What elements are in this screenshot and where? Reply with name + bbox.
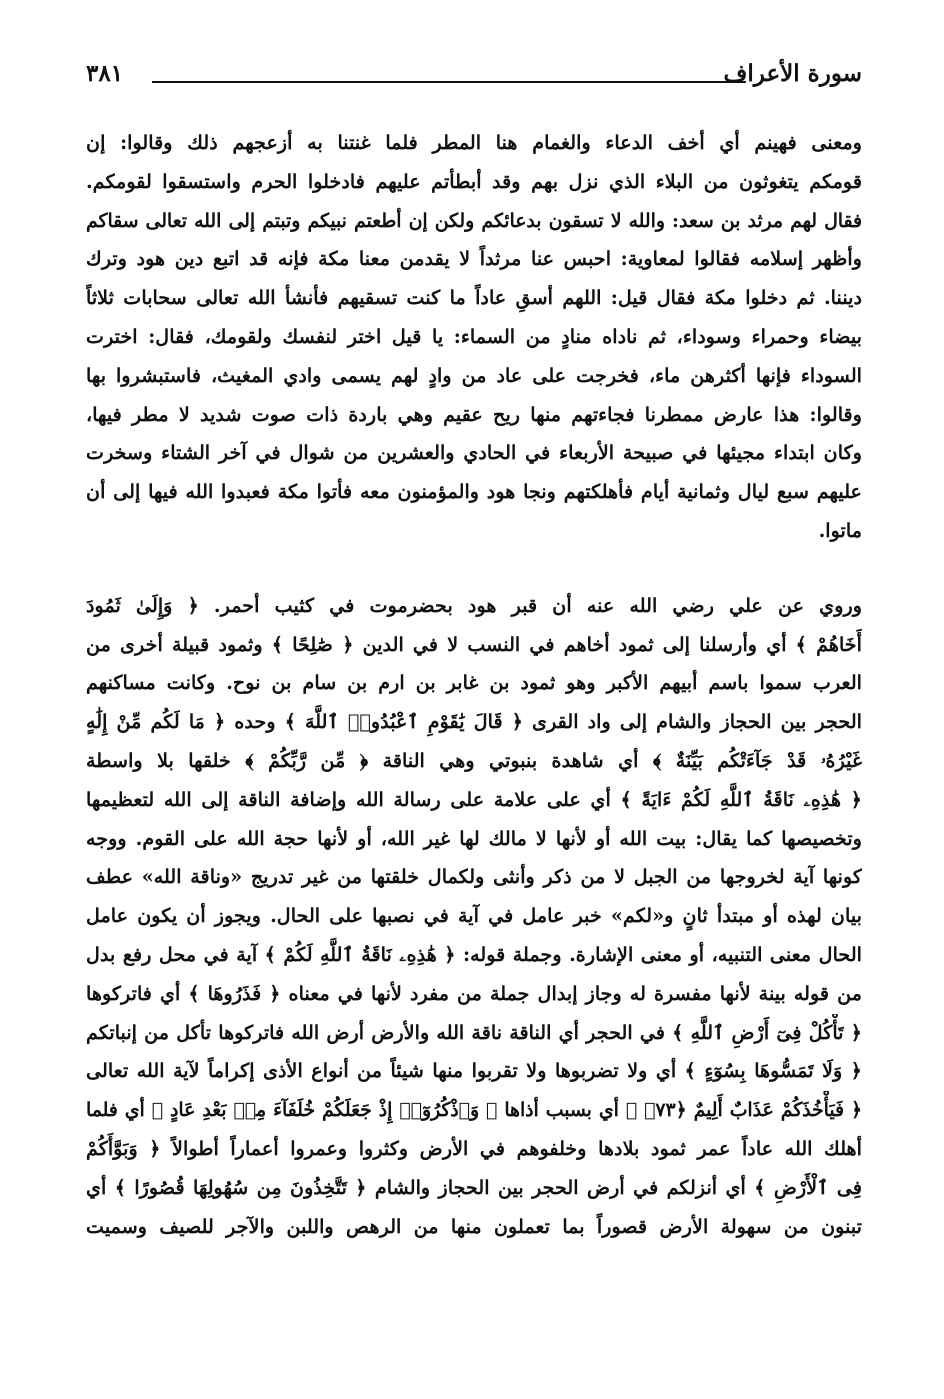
text-line: وكان ابتداء مجيئها في صبيحة الأربعاء في الحادي والعشرين من شوال في آخر الشتاء وسخرت bbox=[86, 441, 862, 465]
text-line: ومعنى فهينم أي أخف الدعاء والغمام هنا المطر فلما غنتنا به أزعجهم ذلك وقالوا: إن bbox=[86, 131, 862, 154]
text-line: ﴿ فَيَأْخُذَكُمْ عَذَابٌ أَلِيمٌ ﴿٧٣﴾ ﴾ أي بسبب أذاها ﴿ وَٱذْكُرُوٓا۟ إِذْ جَعَلَكُمْ خُلَفَآءَ مِنۢ بَعْدِ عَادٍ ﴾ أي فلما bbox=[86, 1099, 862, 1122]
paragraph-2 bbox=[86, 587, 862, 1247]
header-rule bbox=[152, 81, 746, 83]
text-line: أَخَاهُمْ ﴾ أي وأرسلنا إلى ثمود أخاهم في النسب لا في الدين ﴿ صَٰلِحًا ﴾ وثمود قبيلة أخرى من bbox=[86, 632, 862, 656]
page-body bbox=[86, 124, 862, 1246]
text-line: ﴿ تَأْكُلْ فِىٓ أَرْضِ ٱللَّهِ ﴾ في الحجر أي الناقة ناقة الله والأرض أرض الله فاتركوها تأكل من إنباتكم bbox=[86, 1020, 862, 1044]
text-line: وأظهر إسلامه فقالوا لمعاوية: احبس عنا مرثداً لا يقدمن معنا مكة فإنه قد اتبع دين هود وترك bbox=[86, 247, 862, 271]
text-line: العرب سموا باسم أبيهم الأكبر وهو ثمود بن غابر بن ارم بن سام بن نوح. وكانت مساكنهم bbox=[86, 671, 862, 695]
text-line: أهلك الله عاداً عمر ثمود بلادها وخلفوهم في الأرض وكثروا وعمروا أعماراً أطوالاً ﴿ وَبَوَّأَكُمْ bbox=[86, 1136, 862, 1160]
paragraph-gap bbox=[86, 551, 862, 587]
text-line: غَيْرُهُۥ قَدْ جَآءَتْكُم بَيِّنَةٌ ﴾ أي شاهدة بنبوتي وهي الناقة ﴿ مِّن رَّبِّكُمْ ﴾ خلقها بلا واسطة bbox=[86, 748, 862, 772]
text-line: قومكم يتغوثون من البلاء الذي نزل بهم وقد أبطأتم عليهم فادخلوا الحرم واستسقوا لقومكم. bbox=[86, 169, 862, 193]
text-line: بيان لهذه أو مبتدأ ثانٍ و«لكم» خبر عامل في آية في نصبها على الحال. ويجوز أن يكون عامل bbox=[86, 904, 862, 928]
text-line: فِى ٱلْأَرْضِ ﴾ أي أنزلكم في أرض الحجر بين الحجاز والشام ﴿ تَتَّخِذُونَ مِن سُهُولِهَا قُصُورًا ﴾ أي bbox=[86, 1175, 862, 1199]
text-line: الحجر بين الحجاز والشام إلى واد القرى ﴿ قَالَ يَٰقَوْمِ ٱعْبُدُوا۟ ٱللَّهَ ﴾ وحده ﴿ مَا لَكُم مِّنْ إِلَٰهٍ bbox=[86, 710, 862, 734]
text-line: تبنون من سهولة الأرض قصوراً بما تعملون منها من الرهص واللبن والآجر للصيف وسميت bbox=[86, 1214, 862, 1238]
page-number: ٣٨١ bbox=[86, 60, 124, 87]
paragraph-1 bbox=[86, 124, 862, 551]
text-line: وروي عن علي رضي الله عنه أن قبر هود بحضرموت في كثيب أحمر. ﴿ وَإِلَىٰ ثَمُودَ bbox=[86, 593, 862, 617]
page-header bbox=[86, 58, 862, 94]
text-line: عليهم سبع ليال وثمانية أيام فأهلكتهم ونجا هود والمؤمنون معه فأتوا مكة فعبدوا الله فيها إلى أن bbox=[86, 480, 862, 504]
text-line: وقالوا: هذا عارض ممطرنا فجاءتهم منها ريح عقيم وهي باردة ذات صوت شديد لا مطر فيها، bbox=[86, 402, 862, 426]
text-line: الحال معنى التنبيه، أو معنى الإشارة. وجملة قوله: ﴿ هَٰذِهِۦ نَاقَةُ ٱللَّهِ لَكُمْ ﴾ آية في محل رفع بدل bbox=[86, 942, 862, 966]
text-line: ﴿ هَٰذِهِۦ نَاقَةُ ٱللَّهِ لَكُمْ ءَايَةً ﴾ أي على علامة على رسالة الله وإضافة الناقة إلى الله لتعظيمها bbox=[86, 787, 862, 811]
text-line: ديننا. ثم دخلوا مكة فقال قيل: اللهم أسقِ عاداً ما كنت تسقيهم فأنشأ الله تعالى سحابات ثلاثاً bbox=[86, 286, 862, 310]
text-line: من قوله بينة لأنها مفسرة له وجاز إبدال جملة من مفرد لأنها في معناه ﴿ فَذَرُوهَا ﴾ أي فاتركوها bbox=[86, 981, 862, 1005]
text-line: ﴿ وَلَا تَمَسُّوهَا بِسُوٓءٍ ﴾ أي ولا تضربوها ولا تقربوا منها شيئاً من أنواع الأذى إكراماً لآية الله تعالى bbox=[86, 1059, 862, 1083]
text-line: فقال لهم مرثد بن سعد: والله لا تسقون بدعائكم ولكن إن أطعتم نبيكم وتبتم إلى الله تعالى سقاكم bbox=[86, 209, 862, 232]
text-line: ماتوا. bbox=[818, 518, 862, 542]
text-line: كونها آية لخروجها من الجبل لا من ذكر وأنثى ولكمال خلقتها من غير تدريج «وناقة الله» عطف bbox=[86, 865, 862, 889]
surah-title: سورة الأعراف bbox=[723, 60, 862, 87]
text-line: بيضاء وحمراء وسوداء، ثم ناداه منادٍ من السماء: يا قيل اختر لنفسك ولقومك، فقال: اخترت bbox=[86, 324, 862, 348]
text-line: وتخصيصها كما يقال: بيت الله أو لأنها لا مالك لها غير الله، أو لأنها حجة الله على القوم. ووجه bbox=[86, 826, 862, 850]
text-line: السوداء فإنها أكثرهن ماء، فخرجت على عاد من وادٍ لهم يسمى وادي المغيث، فاستبشروا بها bbox=[86, 363, 862, 387]
